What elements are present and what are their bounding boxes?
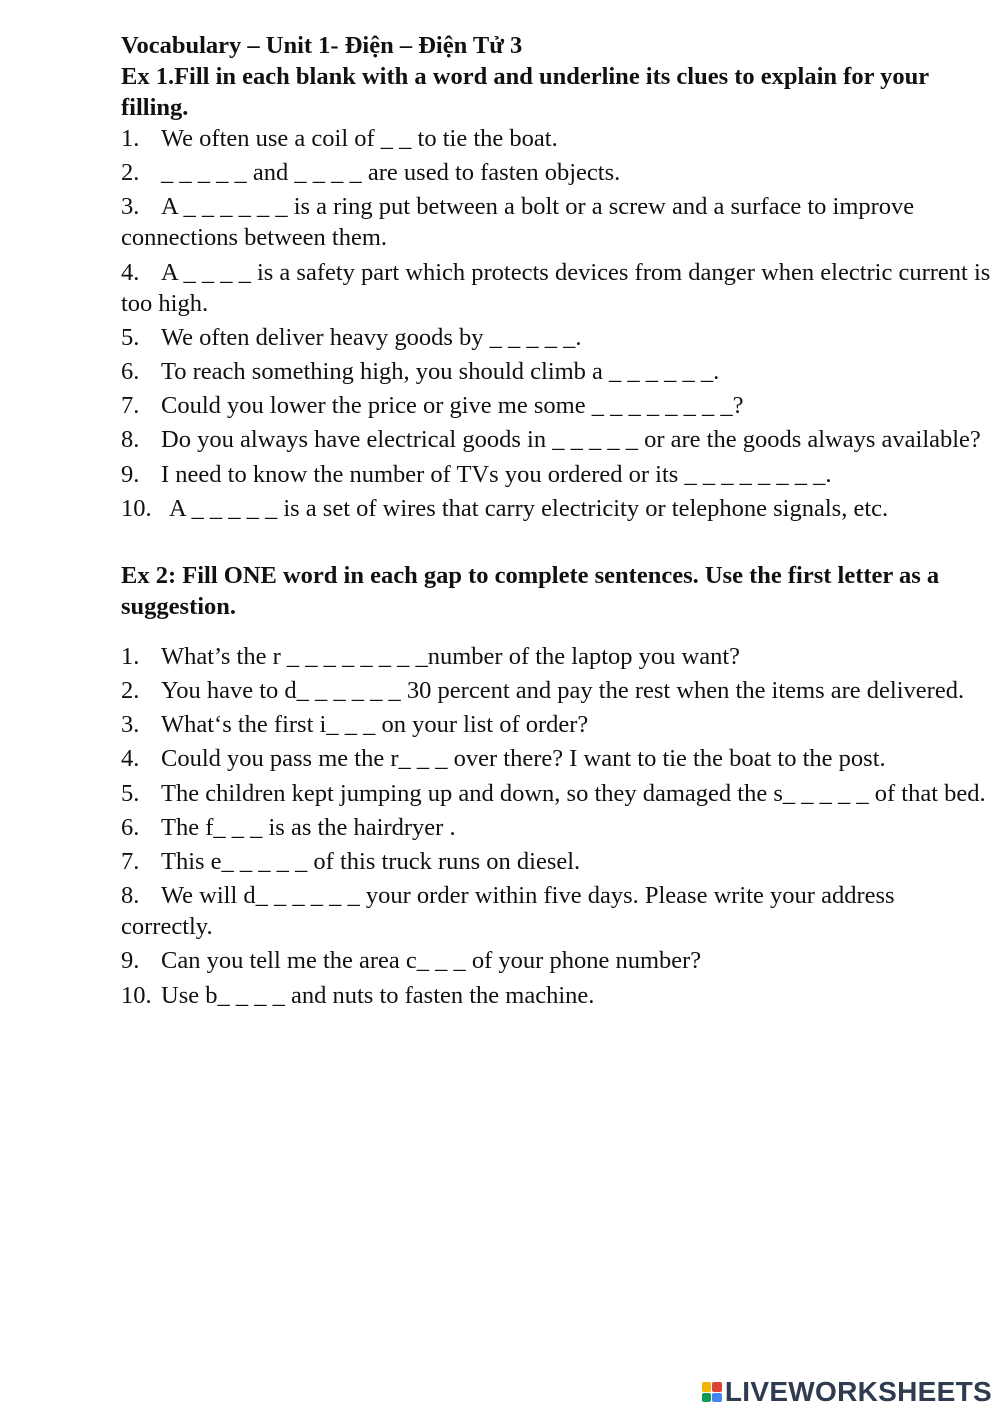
ex2-item bbox=[121, 778, 991, 809]
ex1-item bbox=[121, 493, 991, 524]
ex2-list bbox=[121, 641, 991, 1011]
item-text: The children kept jumping up and down, so they damaged the s_ _ _ _ _ of that bed. bbox=[161, 779, 986, 807]
logo-text: LIVEWORKSHEETS bbox=[724, 1376, 992, 1407]
item-text: The f_ _ _ is as the hairdryer . bbox=[161, 813, 456, 841]
ex1-item bbox=[121, 257, 991, 319]
section-spacer bbox=[121, 527, 991, 560]
section-spacer bbox=[121, 622, 991, 641]
item-text: _ _ _ _ _ and _ _ _ _ are used to fasten objects. bbox=[161, 159, 621, 187]
item-text: A _ _ _ _ _ _ is a ring put between a bolt or a screw and a surface to improve connections between them. bbox=[121, 193, 915, 252]
ex2-item bbox=[121, 846, 991, 877]
ex2-item bbox=[121, 945, 991, 976]
item-text: I need to know the number of TVs you ordered or its _ _ _ _ _ _ _ _. bbox=[161, 460, 832, 488]
item-number: 10. bbox=[121, 981, 152, 1009]
ex2-item bbox=[121, 812, 991, 843]
ex2-item bbox=[121, 743, 991, 774]
item-number: 1. bbox=[121, 125, 140, 152]
item-number: 5. bbox=[121, 779, 140, 807]
item-number: 1. bbox=[121, 642, 140, 670]
item-text: Use b_ _ _ _ and nuts to fasten the machine. bbox=[161, 981, 595, 1009]
item-text: You have to d_ _ _ _ _ _ 30 percent and pay the rest when the items are delivered. bbox=[161, 677, 965, 705]
item-number: 3. bbox=[121, 193, 140, 221]
item-number: 9. bbox=[121, 947, 140, 975]
item-number: 7. bbox=[121, 848, 140, 875]
item-number: 4. bbox=[121, 745, 140, 773]
ex2-item bbox=[121, 980, 991, 1011]
item-number: 4. bbox=[121, 258, 140, 286]
ex2-item bbox=[121, 675, 991, 706]
item-text: What‘s the first i_ _ _ on your list of order? bbox=[161, 711, 589, 739]
worksheet-title: Vocabulary – Unit 1- Điện – Điện Tử 3 bbox=[121, 32, 523, 59]
item-number: 3. bbox=[121, 711, 140, 739]
item-text: Do you always have electrical goods in _ _ _ _ _ or are the goods always available? bbox=[161, 426, 981, 454]
ex2-item bbox=[121, 709, 991, 740]
item-text: We will d_ _ _ _ _ _ your order within five days. Please write your address correctly. bbox=[121, 882, 895, 941]
ex1-item bbox=[121, 424, 991, 455]
item-text: Could you lower the price or give me some _ _ _ _ _ _ _ _? bbox=[161, 392, 744, 420]
ex2-heading: Ex 2: Fill ONE word in each gap to complete sentences. Use the first letter as a suggestion. bbox=[121, 561, 940, 620]
ex1-item bbox=[121, 322, 991, 353]
ex1-item bbox=[121, 356, 991, 387]
ex1-item bbox=[121, 191, 991, 253]
item-text: A _ _ _ _ is a safety part which protects devices from danger when electric current is too high. bbox=[121, 258, 991, 317]
logo-square-icon bbox=[702, 1393, 712, 1403]
item-number: 10. bbox=[121, 494, 152, 522]
ex1-heading: Ex 1.Fill in each blank with a word and underline its clues to explain for your filling. bbox=[121, 63, 929, 121]
item-number: 8. bbox=[121, 426, 140, 454]
item-text: To reach something high, you should climb a _ _ _ _ _ _. bbox=[161, 357, 720, 385]
item-text: We often use a coil of _ _ to tie the boat. bbox=[161, 125, 558, 152]
logo-square-icon bbox=[712, 1382, 722, 1392]
ex1-item bbox=[121, 390, 991, 421]
item-number: 9. bbox=[121, 460, 140, 488]
ex1-item bbox=[121, 157, 991, 188]
liveworksheets-logo-icon bbox=[702, 1382, 722, 1402]
logo-square-icon bbox=[712, 1393, 722, 1403]
logo-square-icon bbox=[702, 1382, 712, 1392]
item-text: A _ _ _ _ _ is a set of wires that carry electricity or telephone signals, etc. bbox=[169, 494, 889, 522]
item-number: 7. bbox=[121, 392, 140, 420]
item-number: 8. bbox=[121, 882, 140, 910]
ex2-item bbox=[121, 641, 991, 672]
ex1-list bbox=[121, 123, 991, 524]
item-number: 5. bbox=[121, 323, 140, 351]
item-text: What’s the r _ _ _ _ _ _ _ _number of the laptop you want? bbox=[161, 642, 741, 670]
ex1-item bbox=[121, 123, 991, 154]
ex2-item bbox=[121, 880, 991, 942]
item-text: Can you tell me the area c_ _ _ of your phone number? bbox=[161, 947, 702, 975]
liveworksheets-logo[interactable] bbox=[702, 1376, 992, 1408]
item-number: 2. bbox=[121, 159, 140, 187]
item-text: This e_ _ _ _ _ of this truck runs on diesel. bbox=[161, 848, 581, 875]
item-text: Could you pass me the r_ _ _ over there? I want to tie the boat to the post. bbox=[161, 745, 886, 773]
item-number: 6. bbox=[121, 357, 140, 385]
item-number: 2. bbox=[121, 677, 140, 705]
item-text: We often deliver heavy goods by _ _ _ _ _. bbox=[161, 323, 582, 351]
ex1-item bbox=[121, 459, 991, 490]
item-number: 6. bbox=[121, 813, 140, 841]
worksheet bbox=[121, 30, 991, 1014]
